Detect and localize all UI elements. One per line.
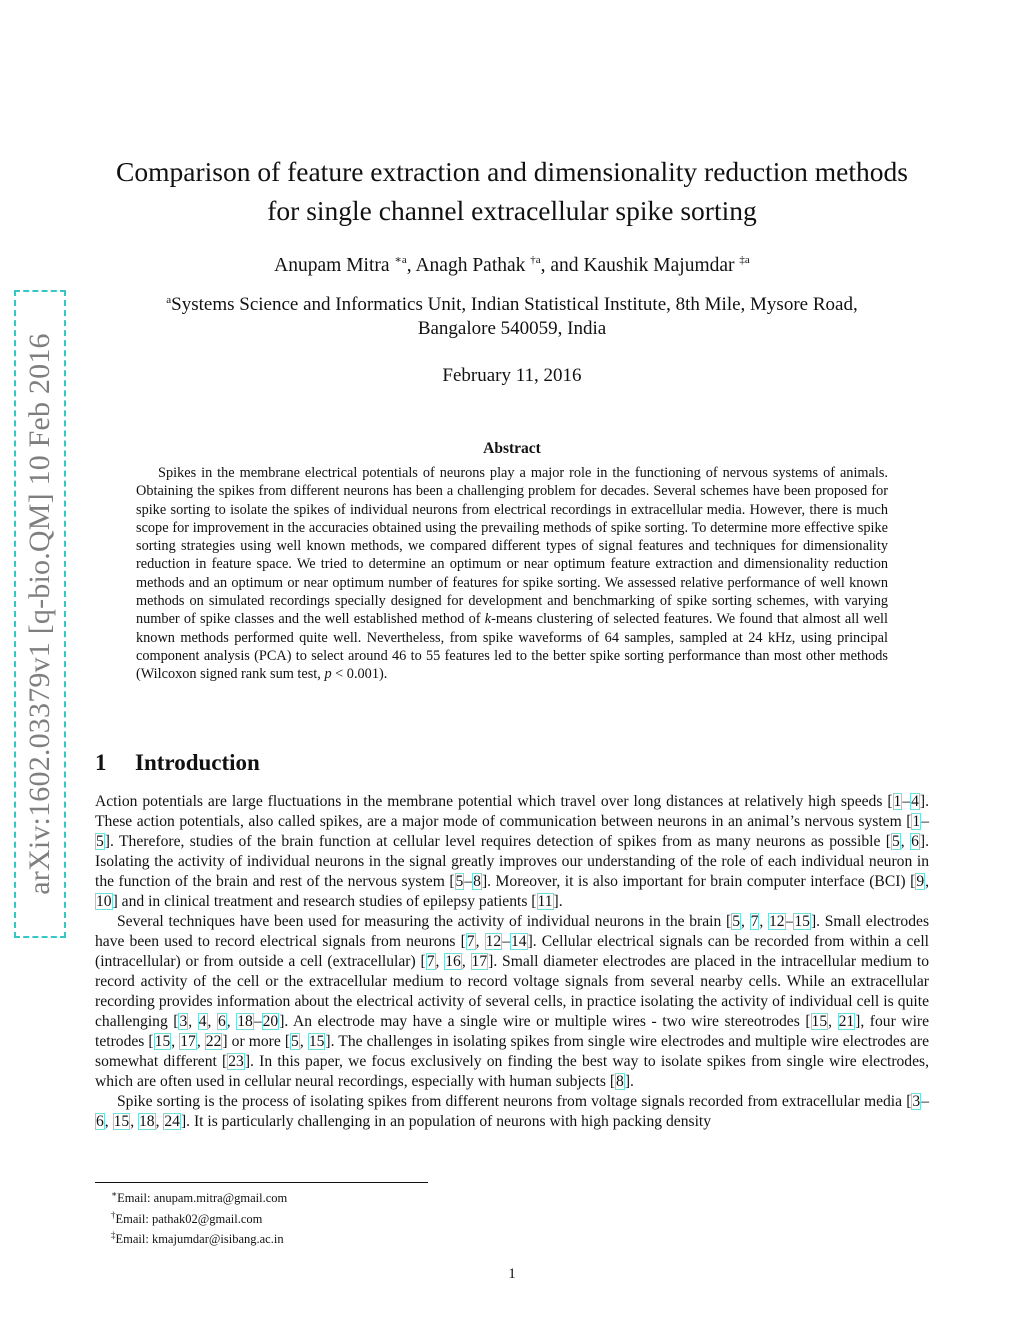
paragraph-text: , — [130, 1113, 138, 1130]
title-line-1: Comparison of feature extraction and dimensionality reduction methods — [116, 156, 908, 187]
footnote-mark: ∗ — [111, 1189, 118, 1199]
citation-link[interactable]: 21 — [838, 1013, 855, 1030]
citation-link[interactable]: 5 — [291, 1033, 299, 1050]
abstract-text-part: < 0.001). — [331, 666, 388, 683]
paragraph-text: , — [104, 1113, 113, 1130]
paragraph-text: , — [900, 833, 911, 850]
footnotes — [95, 1186, 287, 1248]
paragraph-text: ] and in clinical treatment and research studies of epilepsy patients [ — [112, 893, 537, 910]
abstract-math-p: p — [324, 666, 332, 683]
paragraph-text: – — [253, 1013, 262, 1030]
paragraph — [95, 792, 929, 912]
citation-link[interactable]: 9 — [916, 873, 925, 890]
citation-link[interactable]: 17 — [471, 953, 488, 970]
abstract-text — [136, 464, 888, 684]
citation-link[interactable]: 7 — [426, 953, 435, 970]
citation-link[interactable]: 14 — [510, 933, 527, 950]
paragraph-text: , — [925, 873, 930, 890]
paragraph-text: ]. These action potentials, also called spikes, are a major mode of communication between neurons in an animal’s nervous system [ — [95, 793, 929, 830]
citation-link[interactable]: 6 — [911, 833, 919, 850]
citation-link[interactable]: 1 — [893, 793, 902, 810]
footnote — [95, 1207, 287, 1228]
citation-link[interactable]: 17 — [180, 1033, 196, 1050]
paragraph-text: , — [196, 1033, 205, 1050]
citation-link[interactable]: 18 — [237, 1013, 253, 1030]
footnote — [95, 1186, 287, 1207]
paragraph-text: – — [921, 813, 929, 830]
footnote-divider — [95, 1182, 428, 1183]
footnote-text: Email: kmajumdar@isibang.ac.in — [115, 1232, 284, 1247]
paragraph-text: Several techniques have been used for measuring the activity of individual neurons in the brain [ — [117, 913, 732, 930]
paragraph-text: ], four wire tetrodes [ — [95, 1013, 930, 1050]
paragraph-text: , — [759, 913, 768, 930]
affiliation — [100, 288, 924, 341]
paragraph-text: – — [502, 933, 510, 950]
citation-link[interactable]: 23 — [228, 1053, 244, 1070]
citation-link[interactable]: 16 — [445, 953, 461, 970]
citation-link[interactable]: 20 — [262, 1013, 279, 1030]
paragraph-text: ]. Small diameter electrodes are placed in the intracellular medium to record activity of the cell or the extracellular medium to record voltage signals from several nearby cells. While an extracellular recording provides information about the electrical activity of several cells, in practice isolating the activity of individual cell is quite challenging [ — [95, 953, 929, 1030]
footnote-mark: ‡ — [111, 1230, 116, 1241]
paragraph-text: – — [785, 913, 794, 930]
paragraph-text: , — [475, 933, 485, 950]
paragraph-text: – — [464, 873, 473, 890]
citation-link[interactable]: 11 — [537, 893, 553, 910]
citation-link[interactable]: 22 — [205, 1033, 222, 1050]
section-title: Introduction — [135, 750, 260, 775]
citation-link[interactable]: 7 — [750, 913, 759, 930]
citation-link[interactable]: 8 — [616, 1073, 624, 1090]
affiliation-mark: a — [166, 294, 172, 306]
paragraph-text: Spike sorting is the process of isolating spikes from different neurons from voltage signals recorded from extracellular media [ — [117, 1093, 912, 1110]
paragraph-text: ]. Small electrodes have been used to record electrical signals from neurons [ — [95, 913, 930, 950]
paragraph-text: , — [155, 1113, 164, 1130]
paragraph-text: ]. In this paper, we focus exclusively on finding the best way to isolate spikes from single wire electrodes, which are often used in cellular neural recordings, especially with human subjects [ — [95, 1053, 929, 1090]
footnote-text: Email: pathak02@gmail.com — [115, 1211, 263, 1226]
paragraph-text: , — [226, 1013, 237, 1030]
paragraph-text: ]. An electrode may have a single wire or multiple wires - two wire stereotrodes [ — [279, 1013, 811, 1030]
citation-link[interactable]: 1 — [912, 813, 921, 830]
citation-link[interactable]: 15 — [308, 1033, 325, 1050]
paragraph-text: ]. It is particularly challenging in an population of neurons with high packing density — [180, 1113, 712, 1130]
paragraph — [95, 912, 929, 1092]
citation-link[interactable]: 10 — [96, 893, 112, 910]
citation-link[interactable]: 4 — [198, 1013, 207, 1030]
citation-link[interactable]: 4 — [911, 793, 919, 810]
footnote-mark: † — [111, 1209, 116, 1220]
citation-link[interactable]: 15 — [154, 1033, 171, 1050]
arxiv-id: arXiv:1602.03379v1 [q-bio.QM] 10 Feb 2016 — [23, 333, 56, 895]
paragraph-text: Action potentials are large fluctuations in the membrane potential which travel over long distances at relatively high speeds [ — [95, 793, 893, 810]
abstract-math-k: k — [484, 611, 492, 628]
section-number: 1 — [95, 750, 107, 775]
author-mark: ∗a — [394, 254, 407, 266]
citation-link[interactable]: 3 — [912, 1093, 921, 1110]
abstract-heading: Abstract — [483, 440, 541, 457]
paragraph-text: – — [902, 793, 911, 810]
citation-link[interactable]: 12 — [768, 913, 785, 930]
citation-link[interactable]: 6 — [96, 1113, 104, 1130]
paragraph-text: , — [207, 1013, 217, 1030]
affiliation-line-2: Bangalore 540059, India — [417, 318, 607, 339]
arxiv-stamp[interactable] — [14, 290, 66, 938]
citation-link[interactable]: 5 — [732, 913, 740, 930]
title-line-2: for single channel extracellular spike sorting — [267, 195, 757, 226]
citation-link[interactable]: 15 — [113, 1113, 130, 1130]
page-number: 1 — [508, 1266, 516, 1282]
paragraph-text: ]. — [553, 893, 563, 910]
paragraph-text: , — [171, 1033, 180, 1050]
paragraph-text: – — [921, 1093, 929, 1110]
author-mark: ‡a — [739, 254, 750, 266]
citation-link[interactable]: 6 — [217, 1013, 226, 1030]
introduction-body — [95, 792, 929, 1132]
citation-link[interactable]: 5 — [892, 833, 900, 850]
citation-link[interactable]: 12 — [485, 933, 502, 950]
section-heading — [95, 748, 260, 778]
citation-link[interactable]: 15 — [811, 1013, 828, 1030]
author-name: Kaushik Majumdar — [583, 255, 735, 276]
citation-link[interactable]: 7 — [466, 933, 475, 950]
publication-date: February 11, 2016 — [442, 365, 582, 386]
paragraph-text: , — [461, 953, 471, 970]
paragraph-text: , — [299, 1033, 308, 1050]
footnote — [95, 1227, 287, 1248]
citation-link[interactable]: 15 — [794, 913, 810, 930]
paper-title — [80, 152, 944, 230]
citation-link[interactable]: 8 — [473, 873, 481, 890]
affiliation-line-1: Systems Science and Informatics Unit, Indian Statistical Institute, 8th Mile, Mysore Road, — [171, 294, 858, 315]
author-list — [80, 246, 944, 280]
paragraph-text: , — [188, 1013, 198, 1030]
paragraph-text: ]. Therefore, studies of the brain function at cellular level requires detection of spikes from as many neurons as possible [ — [104, 833, 891, 850]
citation-link[interactable]: 18 — [138, 1113, 155, 1130]
abstract-text-part: Spikes in the membrane electrical potentials of neurons play a major role in the functioning of nervous systems of animals. Obtaining the spikes from different neurons has been a challenging problem for decades. Several schemes have been proposed for spike sorting to isolate the spikes of individual neurons from electrical recordings in extracellular media. However, there is much scope for improvement in the accuracies obtained using the prevailing methods of spike sorting. To determine more effective spike sorting strategies using well known methods, we compared different types of signal features and techniques for dimensionality reduction in feature space. We tried to determine an optimum or near optimum feature extraction and dimensionality reduction methods and an optimum or near optimum number of features for spike sorting. We assessed relative performance of well known methods on simulated recordings specially designed for development and benchmarking of spike sorting schemes, with varying number of spike classes and the well established method of — [136, 465, 888, 628]
author-name: Anagh Pathak — [415, 255, 526, 276]
paragraph-text: ]. The challenges in isolating spikes from single wire electrodes and multiple wire electrodes are somewhat different [ — [95, 1033, 930, 1070]
citation-link[interactable]: 5 — [455, 873, 464, 890]
paragraph-text: ] or more [ — [222, 1033, 291, 1050]
paragraph-text: ]. Moreover, it is also important for brain computer interface (BCI) [ — [481, 873, 916, 890]
paragraph-text: ]. Cellular electrical signals can be recorded from within a cell (intracellular) or from outside a cell (extracellular) [ — [95, 933, 929, 970]
abstract-text-part: -means clustering of selected features. We found that almost all well known methods performed quite well. Nevertheless, from spike waveforms of 64 samples, sampled at 24 kHz, using principal component analysis (PCA) to select around 46 to 55 features led to the better spike sorting performance than most other methods (Wilcoxon signed rank sum test, — [136, 611, 888, 683]
author-separator: , and — [540, 255, 584, 276]
citation-link[interactable]: 24 — [164, 1113, 180, 1130]
author-separator: , — [406, 255, 416, 276]
paragraph-text: , — [740, 913, 750, 930]
paragraph-text: , — [435, 953, 445, 970]
footnote-text: Email: anupam.mitra@gmail.com — [117, 1191, 288, 1206]
citation-link[interactable]: 3 — [179, 1013, 188, 1030]
paragraph-text: ]. — [624, 1073, 634, 1090]
citation-link[interactable]: 5 — [96, 833, 104, 850]
paragraph-text: , — [828, 1013, 838, 1030]
author-mark: †a — [530, 254, 541, 266]
paragraph-text: ]. Isolating the activity of individual neurons in the signal greatly improves our understanding of the role of each individual neuron in the function of the brain and rest of the nervous system [ — [95, 833, 930, 890]
paragraph — [95, 1092, 929, 1132]
author-name: Anupam Mitra — [274, 255, 390, 276]
